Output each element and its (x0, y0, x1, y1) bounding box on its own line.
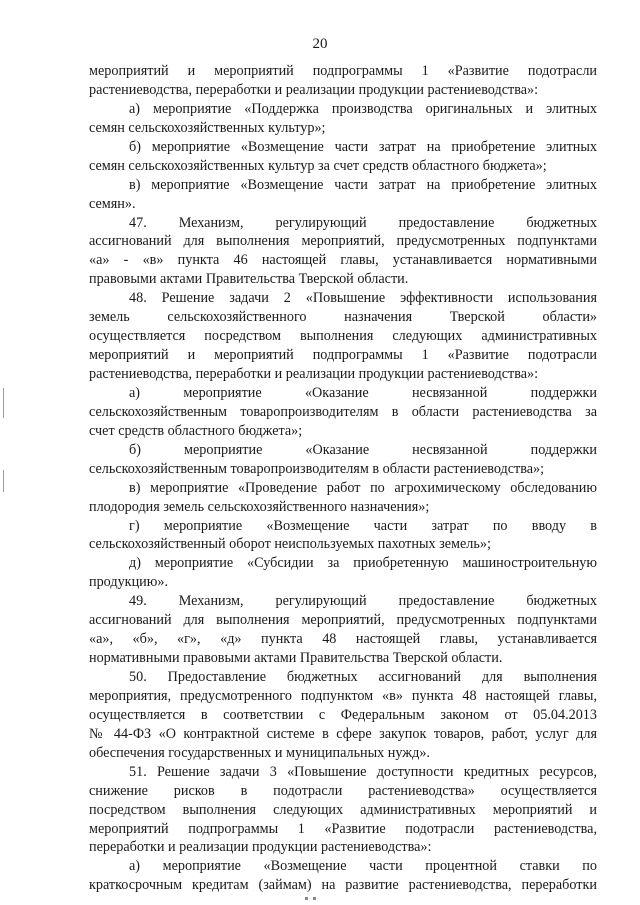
text-line: сельскохозяйственным товаропроизводителям в области растениеводства»; (89, 460, 545, 477)
text-line: семян сельскохозяйственных культур»; (89, 119, 326, 136)
text-line: осуществляется посредством выполнения следующих административных (89, 328, 597, 345)
text-line: семян сельскохозяйственных культур за счет средств областного бюджета»; (89, 157, 547, 174)
text-line: г) мероприятие «Возмещение части затрат по вводу в (129, 517, 597, 534)
text-line: продукцию». (89, 574, 169, 591)
text-line: в) мероприятие «Проведение работ по агрохимическому обследованию (129, 479, 597, 496)
text-line: растениеводства, переработки и реализации продукции растениеводства»: (89, 81, 539, 98)
scan-dot (313, 897, 316, 900)
text-line: 47. Механизм, регулирующий предоставление бюджетных (129, 214, 597, 231)
text-line: 48. Решение задачи 2 «Повышение эффективности использования (129, 290, 597, 307)
text-line: а) мероприятие «Оказание несвязанной поддержки (129, 384, 597, 401)
text-line: ассигнований для выполнения мероприятий, предусмотренных подпунктами (89, 233, 597, 250)
text-line: мероприятий подпрограммы 1 «Развитие подотрасли растениеводства, (89, 820, 597, 837)
text-line: б) мероприятие «Оказание несвязанной поддержки (129, 441, 597, 458)
text-line: 51. Решение задачи 3 «Повышение доступности кредитных ресурсов, (129, 763, 597, 780)
text-line: посредством выполнения следующих административных мероприятий и (89, 801, 597, 818)
text-line: растениеводства, переработки и реализации продукции растениеводства»: (89, 366, 539, 382)
text-line: сельскохозяйственный оборот неиспользуемых пахотных земель»; (89, 536, 491, 553)
text-line: плодородия земель сельскохозяйственного назначения»; (89, 498, 430, 515)
text-line: земель сельскохозяйственного назначения Тверской области» (89, 309, 597, 326)
text-line: а) мероприятие «Возмещение части процентной ставки по (129, 858, 597, 875)
scan-dot (305, 897, 308, 900)
text-line: сельскохозяйственным товаропроизводителям в области растениеводства за (89, 403, 597, 420)
text-line: д) мероприятие «Субсидии за приобретенную машиностроительную (129, 555, 597, 572)
text-line: осуществляется в соответствии с Федеральным законом от 05.04.2013 (89, 706, 597, 723)
text-line: «а», «б», «г», «д» пункта 48 настоящей главы, устанавливается (89, 631, 597, 648)
text-line: мероприятий и мероприятий подпрограммы 1 «Развитие подотрасли (89, 63, 597, 79)
text-line: а) мероприятие «Поддержка производства оригинальных и элитных (129, 100, 597, 117)
text-line: ассигнований для выполнения мероприятий, предусмотренных подпунктами (89, 612, 597, 629)
document-body (89, 62, 597, 895)
text-line: в) мероприятие «Возмещение части затрат на приобретение элитных (129, 176, 597, 193)
text-line: правовыми актами Правительства Тверской области. (89, 271, 409, 288)
text-line: снижение рисков в подотрасли растениеводства» осуществляется (89, 782, 597, 799)
scan-edge-mark (3, 388, 4, 418)
text-line: нормативными правовыми актами Правительства Тверской области. (89, 650, 503, 667)
text-line: 49. Механизм, регулирующий предоставление бюджетных (129, 593, 597, 610)
text-line: мероприятий и мероприятий подпрограммы 1 «Развитие подотрасли (89, 347, 597, 364)
text-line: б) мероприятие «Возмещение части затрат на приобретение элитных (129, 138, 597, 155)
text-line: 50. Предоставление бюджетных ассигнований для выполнения (129, 669, 597, 685)
text-line: мероприятия, предусмотренного подпунктом «в» пункта 48 настоящей главы, (89, 687, 597, 704)
page-number: 20 (312, 36, 328, 52)
text-line: № 44-ФЗ «О контрактной системе в сфере закупок товаров, работ, услуг для (89, 725, 597, 742)
text-line: семян». (89, 195, 136, 212)
text-line: краткосрочным кредитам (займам) на развитие растениеводства, переработки (89, 877, 597, 894)
scan-edge-mark (3, 470, 4, 492)
text-line: обеспечения государственных и муниципальных нужд». (89, 744, 430, 761)
text-line: счет средств областного бюджета»; (89, 422, 303, 439)
text-line: переработки и реализации продукции растениеводства»: (89, 839, 432, 856)
text-line: «а» - «в» пункта 46 настоящей главы, устанавливается нормативными (89, 252, 597, 269)
